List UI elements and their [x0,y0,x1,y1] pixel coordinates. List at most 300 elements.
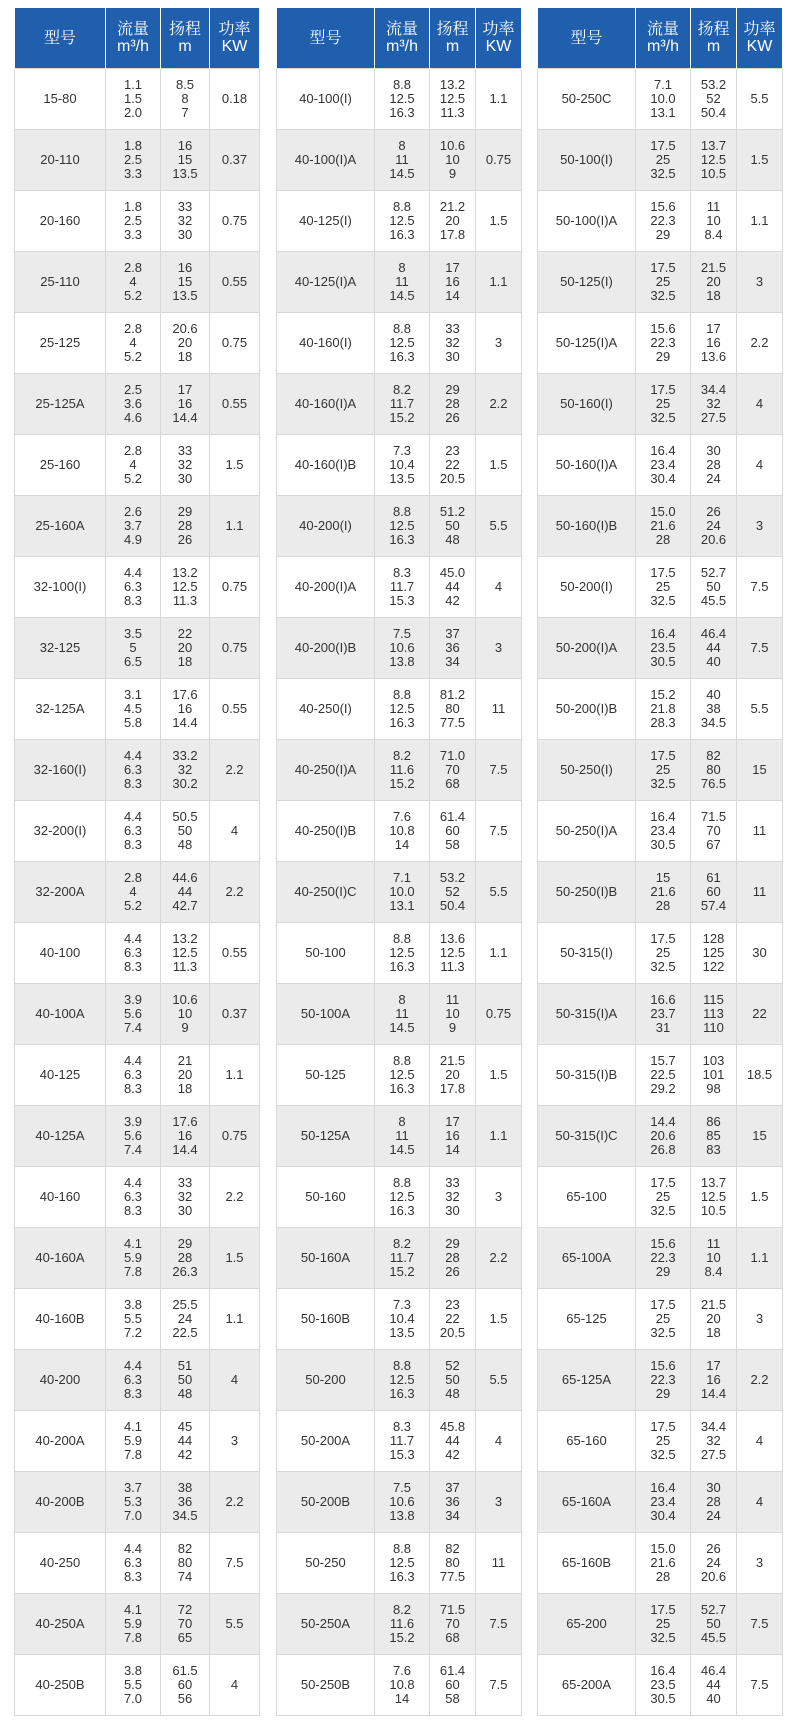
head-value: 50 [177,1372,193,1387]
flow-value: 15.6 [650,1358,676,1373]
flow-value: 14.5 [389,1142,415,1157]
flow-value: 17.5 [650,138,676,153]
flow-value: 15.2 [389,410,415,425]
power-cell: 11 [476,679,522,740]
table-row [277,1045,522,1106]
model-cell: 40-250(I)C [277,862,375,923]
flow-value: 13.8 [389,1508,415,1523]
head-cell [691,679,737,740]
flow-cell [106,801,161,862]
flow-value: 32.5 [650,410,676,425]
head-value: 23 [445,1297,460,1312]
head-value: 20 [445,213,460,228]
model-cell: 50-100 [277,923,375,984]
flow-cell [375,374,430,435]
power-cell: 7.5 [476,1655,522,1716]
power-cell: 2.2 [737,1350,783,1411]
model-cell: 50-200(I) [538,557,636,618]
head-value: 40 [706,654,721,669]
flow-value: 25 [655,1189,671,1204]
head-cell [161,1533,210,1594]
model-cell: 40-100(I) [277,69,375,130]
power-cell: 4 [476,557,522,618]
head-value: 52 [706,91,721,106]
flow-value: 14.5 [389,288,415,303]
flow-cell [375,496,430,557]
flow-value: 2.5 [123,382,143,397]
flow-cell [636,679,691,740]
flow-value: 4.4 [123,565,143,580]
head-value: 20.6 [700,1569,727,1584]
head-value: 61 [706,870,721,885]
flow-value: 8.3 [123,1081,143,1096]
header-row [277,8,522,69]
head-cell [430,923,476,984]
head-value: 21.5 [700,1297,727,1312]
head-header [161,8,210,69]
head-value: 24 [706,518,721,533]
head-cell [430,435,476,496]
head-value: 26 [445,1264,460,1279]
head-header [691,8,737,69]
flow-value: 4.1 [123,1419,143,1434]
head-value: 21.5 [700,260,727,275]
head-cell [430,1472,476,1533]
model-cell: 40-250A [15,1594,106,1655]
head-value: 36 [177,1494,193,1509]
table-row [15,1472,260,1533]
power-cell: 3 [737,496,783,557]
head-value: 10.5 [700,1203,727,1218]
head-cell [161,496,210,557]
table-row [15,923,260,984]
head-value: 27.5 [700,410,727,425]
power-cell: 1.5 [476,1289,522,1350]
flow-value: 8.3 [123,1386,143,1401]
flow-value: 25 [655,579,671,594]
head-value: 50 [706,1616,721,1631]
power-cell: 4 [737,1411,783,1472]
head-cell [161,313,210,374]
flow-value: 4 [129,884,137,899]
power-cell: 1.5 [737,1167,783,1228]
table-row [277,679,522,740]
model-header [277,8,375,69]
flow-header-text: 流量 [116,21,149,38]
flow-value: 7.8 [123,1630,143,1645]
flow-value: 4 [129,335,137,350]
head-value: 33 [445,1175,460,1190]
flow-cell [636,69,691,130]
model-cell: 65-100 [538,1167,636,1228]
head-cell [691,801,737,862]
table-row [538,69,783,130]
flow-value: 16.3 [389,1203,415,1218]
head-value: 82 [445,1541,460,1556]
flow-value: 8.8 [392,504,412,519]
head-value: 81.2 [439,687,466,702]
flow-value: 8.3 [392,1419,412,1434]
power-cell: 7.5 [476,801,522,862]
head-cell [161,130,210,191]
model-cell: 50-100A [277,984,375,1045]
model-cell: 50-160A [277,1228,375,1289]
model-cell: 50-250 [277,1533,375,1594]
power-header-text: KW [746,38,773,55]
head-value: 50.5 [172,809,198,824]
table-row [15,374,260,435]
table-row [538,923,783,984]
power-cell: 1.5 [476,1045,522,1106]
table-row [538,679,783,740]
model-cell: 65-200A [538,1655,636,1716]
flow-value: 21.6 [650,884,676,899]
flow-value: 3.5 [123,626,143,641]
flow-value: 1.1 [123,77,143,92]
flow-header [375,8,430,69]
head-value: 12.5 [172,579,198,594]
flow-value: 16.3 [389,715,415,730]
model-cell: 40-160(I)B [277,435,375,496]
flow-value: 25 [655,762,671,777]
flow-cell [106,374,161,435]
head-value: 42 [445,593,460,608]
flow-cell [106,1045,161,1106]
model-cell: 50-250A [277,1594,375,1655]
flow-value: 8.8 [392,687,412,702]
power-cell: 5.5 [476,496,522,557]
table-row [538,1655,783,1716]
flow-cell [106,496,161,557]
flow-value: 16.3 [389,105,415,120]
head-value: 70 [177,1616,193,1631]
head-value: 14 [445,1142,460,1157]
head-value: 37 [445,626,460,641]
flow-value: 7.8 [123,1447,143,1462]
table-row [277,130,522,191]
head-value: 76.5 [700,776,727,791]
flow-value: 7.3 [392,443,412,458]
power-cell: 4 [737,1472,783,1533]
head-value: 13.2 [172,565,198,580]
flow-value: 30.5 [650,654,676,669]
power-header-text: KW [485,38,512,55]
table-row [15,740,260,801]
head-value: 125 [702,945,725,960]
head-value: 36 [445,640,460,655]
head-value: 52 [445,884,460,899]
flow-value: 7.6 [392,809,412,824]
head-cell [161,984,210,1045]
head-cell [161,1106,210,1167]
head-value: 17.6 [172,687,198,702]
flow-value: 7.5 [392,1480,412,1495]
flow-value: 21.8 [650,701,676,716]
flow-value: 15.6 [650,199,676,214]
flow-value: 2.5 [123,213,143,228]
head-cell [691,1106,737,1167]
table-row [15,1350,260,1411]
head-value: 23 [445,443,460,458]
head-value: 122 [702,959,725,974]
head-value: 14.4 [172,1142,198,1157]
power-cell: 1.5 [476,191,522,252]
head-cell [430,1350,476,1411]
table-row [277,252,522,313]
head-cell [161,374,210,435]
model-cell: 50-315(I)C [538,1106,636,1167]
flow-cell [106,130,161,191]
table-row [538,1289,783,1350]
flow-value: 16.3 [389,532,415,547]
flow-cell [636,618,691,679]
head-value: 50.4 [439,898,466,913]
head-value: 13.6 [700,349,727,364]
model-cell: 50-200(I)A [538,618,636,679]
power-cell: 0.75 [476,984,522,1045]
head-header-text: m [445,38,460,55]
power-cell: 1.1 [737,191,783,252]
head-value: 24 [706,471,721,486]
head-cell [691,923,737,984]
power-header [476,8,522,69]
head-cell [691,1289,737,1350]
head-value: 82 [706,748,721,763]
flow-value: 6.3 [123,1189,143,1204]
flow-value: 7.2 [123,1325,143,1340]
head-value: 20 [177,640,193,655]
head-value: 16 [706,335,721,350]
head-value: 80 [177,1555,193,1570]
flow-cell [636,191,691,252]
flow-cell [106,740,161,801]
model-cell: 50-250C [538,69,636,130]
flow-value: 5.9 [123,1250,143,1265]
flow-cell [375,191,430,252]
flow-value: 8.3 [123,959,143,974]
head-value: 103 [702,1053,725,1068]
flow-cell [106,923,161,984]
table-row [15,618,260,679]
flow-value: 16.3 [389,959,415,974]
model-cell: 50-315(I)A [538,984,636,1045]
table-row [538,1106,783,1167]
table-row [538,801,783,862]
flow-cell [636,1106,691,1167]
table-row [538,252,783,313]
model-cell: 50-125(I)A [538,313,636,374]
flow-cell [106,618,161,679]
head-value: 110 [703,1020,724,1035]
head-value: 17.8 [439,1081,466,1096]
model-header-text: 型号 [570,29,603,47]
head-value: 12.5 [439,91,466,106]
head-value: 52.7 [700,1602,727,1617]
power-cell: 4 [737,435,783,496]
head-cell [430,679,476,740]
flow-value: 1.8 [123,199,143,214]
flow-cell [106,1472,161,1533]
power-cell: 7.5 [476,740,522,801]
flow-cell [106,1106,161,1167]
head-value: 32 [445,1189,460,1204]
head-value: 52 [445,1358,460,1373]
power-cell: 1.1 [210,496,260,557]
table-row [15,1106,260,1167]
head-value: 18 [177,1081,193,1096]
head-value: 16 [706,1372,721,1387]
flow-value: 10.8 [389,823,415,838]
table-row [15,313,260,374]
head-value: 11 [706,1236,721,1251]
flow-value: 3.9 [123,1114,143,1129]
flow-cell [106,984,161,1045]
flow-value: 16.3 [389,1081,415,1096]
head-cell [161,1228,210,1289]
flow-value: 8.2 [392,1602,412,1617]
head-cell [691,374,737,435]
flow-value: 8.2 [392,1236,412,1251]
flow-header-text: 流量 [385,21,418,38]
power-cell: 1.1 [476,923,522,984]
flow-value: 4.4 [123,809,143,824]
flow-value: 25 [655,152,671,167]
head-value: 13.6 [439,931,466,946]
power-cell: 4 [210,1655,260,1716]
head-value: 13.2 [439,77,466,92]
model-cell: 40-250(I)A [277,740,375,801]
head-cell [430,1228,476,1289]
model-cell: 15-80 [15,69,106,130]
flow-value: 23.4 [650,823,676,838]
power-cell: 2.2 [210,1472,260,1533]
model-cell: 50-160(I)B [538,496,636,557]
head-value: 50 [445,1372,460,1387]
head-cell [430,1045,476,1106]
head-value: 18 [706,288,721,303]
flow-value: 4.4 [123,1358,143,1373]
flow-value: 10.8 [389,1677,415,1692]
head-cell [691,252,737,313]
flow-value: 8.3 [123,776,143,791]
head-value: 44.6 [172,870,198,885]
head-cell [430,801,476,862]
table-row [15,435,260,496]
head-value: 60 [445,1677,460,1692]
power-cell: 1.1 [476,69,522,130]
flow-value: 4.6 [123,410,143,425]
model-cell: 40-160A [15,1228,106,1289]
flow-cell [106,1228,161,1289]
flow-value: 21.6 [650,518,676,533]
head-cell [161,1594,210,1655]
flow-value: 4.4 [123,1175,143,1190]
head-value: 115 [703,992,724,1007]
model-cell: 25-125 [15,313,106,374]
flow-cell [375,1594,430,1655]
flow-cell [375,1106,430,1167]
head-value: 28 [445,396,460,411]
flow-value: 4.4 [123,931,143,946]
flow-value: 6.3 [123,579,143,594]
table-row [277,1594,522,1655]
head-value: 34.5 [172,1508,198,1523]
flow-cell [636,862,691,923]
table-row [277,1350,522,1411]
flow-value: 7.4 [123,1020,143,1035]
flow-value: 8.2 [392,748,412,763]
flow-value: 10.4 [389,1311,415,1326]
flow-value: 10.6 [389,1494,415,1509]
model-cell: 25-110 [15,252,106,313]
head-value: 44 [445,579,460,594]
head-cell [430,1655,476,1716]
flow-value: 8 [398,1114,406,1129]
flow-cell [636,1228,691,1289]
model-cell: 40-100(I)A [277,130,375,191]
head-cell [430,557,476,618]
flow-value: 29 [655,349,671,364]
head-cell [161,923,210,984]
power-cell: 1.5 [210,435,260,496]
flow-cell [106,1167,161,1228]
head-cell [161,1167,210,1228]
head-value: 72 [177,1602,193,1617]
head-value: 82 [177,1541,193,1556]
flow-cell [636,923,691,984]
flow-cell [375,1655,430,1716]
power-cell: 2.2 [210,740,260,801]
flow-cell [375,740,430,801]
flow-value: 15.2 [389,1264,415,1279]
table-row [15,679,260,740]
model-cell: 40-125 [15,1045,106,1106]
table-row [277,618,522,679]
model-cell: 40-200B [15,1472,106,1533]
table-row [15,191,260,252]
model-cell: 40-200(I)A [277,557,375,618]
flow-value: 16.3 [389,349,415,364]
head-value: 24 [706,1555,721,1570]
head-cell [691,1167,737,1228]
head-header-text: 扬程 [168,21,201,38]
table-row [15,1533,260,1594]
head-value: 17.8 [439,227,466,242]
power-cell: 0.75 [476,130,522,191]
power-header-text: KW [221,38,248,55]
table-row [538,130,783,191]
head-value: 34.4 [700,1419,727,1434]
head-cell [691,1533,737,1594]
head-value: 20.5 [439,471,466,486]
head-cell [430,1289,476,1350]
flow-value: 16.4 [650,809,676,824]
model-cell: 50-315(I)B [538,1045,636,1106]
flow-value: 16.3 [389,1386,415,1401]
flow-value: 7.0 [123,1508,143,1523]
head-value: 45.0 [439,565,466,580]
spec-table-1 [14,8,260,1716]
flow-value: 17.5 [650,931,676,946]
flow-value: 11 [395,274,409,289]
power-cell: 0.75 [210,618,260,679]
flow-value: 25 [655,396,671,411]
flow-cell [375,1472,430,1533]
flow-value: 5.2 [123,898,143,913]
flow-value: 17.5 [650,565,676,580]
flow-cell [636,130,691,191]
head-cell [161,191,210,252]
